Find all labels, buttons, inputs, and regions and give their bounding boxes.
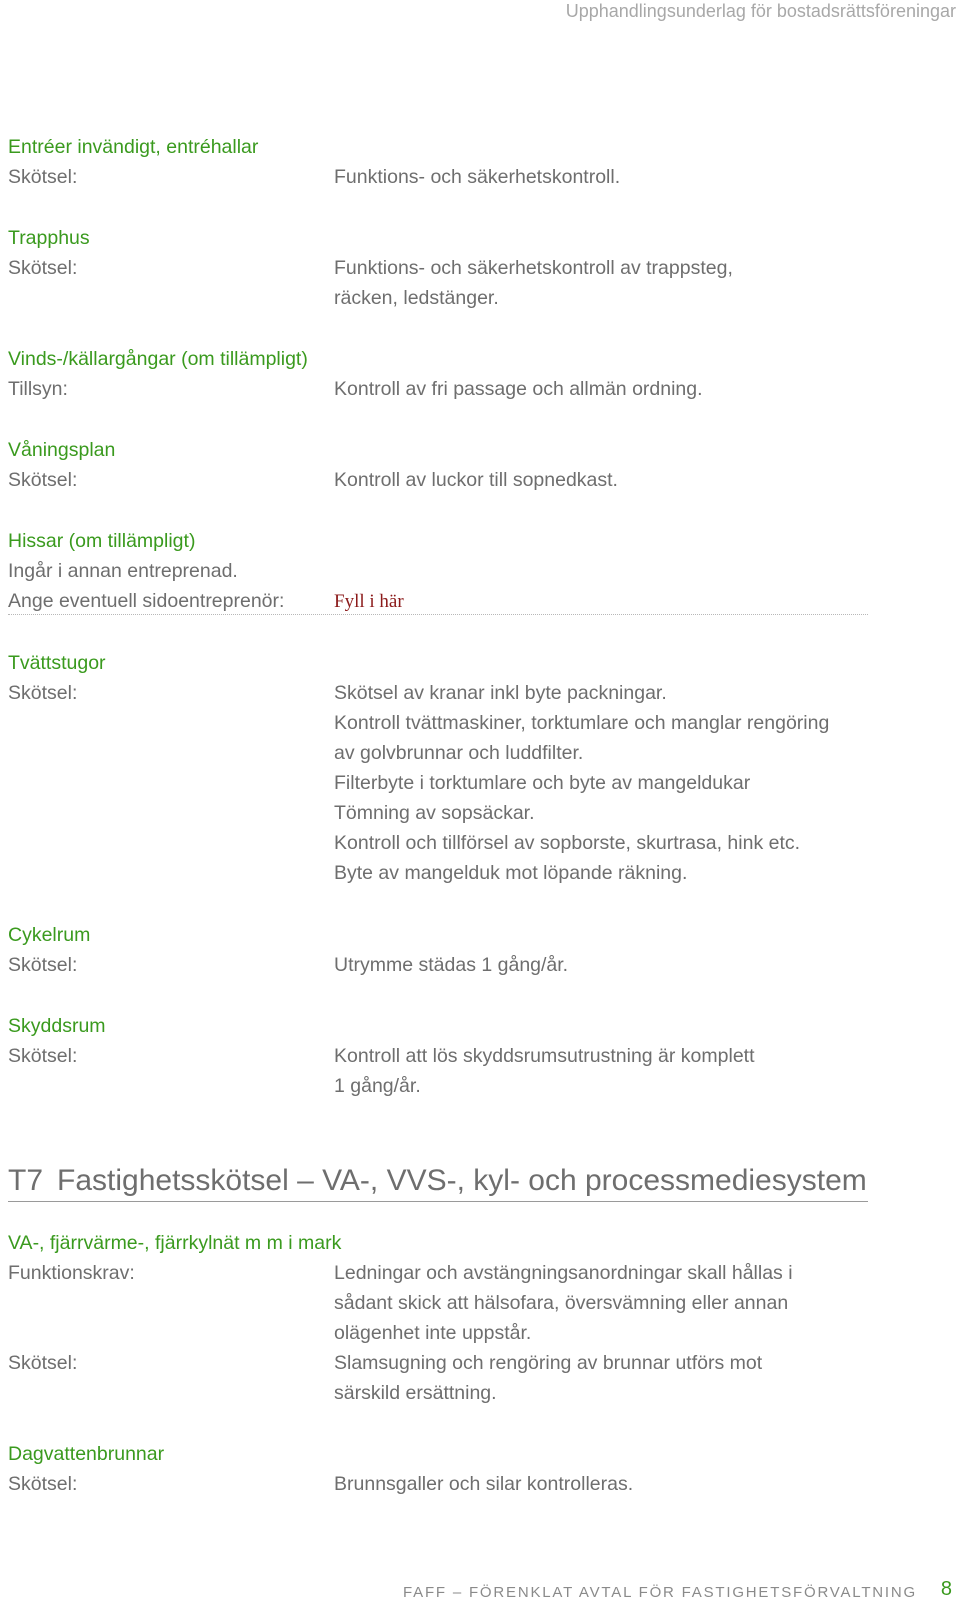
chapter-heading-t7 <box>8 1161 867 1201</box>
page-number: 8 <box>940 1578 952 1600</box>
label-sidoentreprenor: Ange eventuell sidoentreprenör: <box>8 590 285 612</box>
label-skotsel: Skötsel: <box>8 1473 78 1495</box>
running-header: Upphandlingsunderlag för bostadsrättsföreningar <box>565 1 956 21</box>
tvattstugor-line: av golvbrunnar och luddfilter. <box>334 742 584 764</box>
label-skotsel: Skötsel: <box>8 166 78 188</box>
section-heading-trapphus: Trapphus <box>8 227 90 249</box>
va-skotsel-line: särskild ersättning. <box>334 1382 497 1404</box>
section-heading-skyddsrum: Skyddsrum <box>8 1015 106 1037</box>
section-heading-dagvatten: Dagvattenbrunnar <box>8 1443 165 1465</box>
section-heading-hissar: Hissar (om tillämpligt) <box>8 530 196 552</box>
label-skotsel: Skötsel: <box>8 257 78 279</box>
vaningsplan-text: Kontroll av luckor till sopnedkast. <box>334 469 618 491</box>
chapter-title: Fastighetsskötsel – VA-, VVS-, kyl- och processmediesystem <box>57 1164 867 1197</box>
section-heading-vaningsplan: Våningsplan <box>8 439 116 461</box>
sidoentreprenor-field[interactable]: Fyll i här <box>334 591 404 612</box>
section-heading-vinds: Vinds-/källargångar (om tillämpligt) <box>8 348 308 370</box>
tvattstugor-line: Tömning av sopsäckar. <box>334 802 535 824</box>
vinds-text: Kontroll av fri passage och allmän ordning. <box>334 378 703 400</box>
label-tillsyn: Tillsyn: <box>8 378 68 400</box>
label-skotsel: Skötsel: <box>8 1045 78 1067</box>
cykelrum-text: Utrymme städas 1 gång/år. <box>334 954 569 976</box>
label-skotsel: Skötsel: <box>8 682 78 704</box>
chapter-number: T7 <box>8 1164 44 1197</box>
tvattstugor-line: Filterbyte i torktumlare och byte av mangeldukar <box>334 772 751 794</box>
tvattstugor-line: Byte av mangelduk mot löpande räkning. <box>334 862 688 884</box>
heading-rule <box>8 1201 868 1202</box>
funktionskrav-line: sådant skick att hälsofara, översvämning eller annan <box>334 1292 789 1314</box>
va-skotsel-line: Slamsugning och rengöring av brunnar utförs mot <box>334 1352 763 1374</box>
label-funktionskrav: Funktionskrav: <box>8 1262 135 1284</box>
section-heading-tvattstugor: Tvättstugor <box>8 652 106 674</box>
tvattstugor-line: Skötsel av kranar inkl byte packningar. <box>334 682 667 704</box>
funktionskrav-line: olägenhet inte uppstår. <box>334 1322 532 1344</box>
tvattstugor-line: Kontroll tvättmaskiner, torktumlare och manglar rengöring <box>334 712 830 734</box>
footer-title: FAFF – FÖRENKLAT AVTAL FÖR FASTIGHETSFÖRVALTNING <box>403 1584 917 1601</box>
skyddsrum-line: Kontroll att lös skyddsrumsutrustning är komplett <box>334 1045 755 1067</box>
tvattstugor-line: Kontroll och tillförsel av sopborste, skurtrasa, hink etc. <box>334 832 801 854</box>
dagvatten-text: Brunnsgaller och silar kontrolleras. <box>334 1473 634 1495</box>
trapphus-line: Funktions- och säkerhetskontroll av trappsteg, <box>334 257 733 279</box>
section-heading-entreer: Entréer invändigt, entréhallar <box>8 136 259 158</box>
skyddsrum-line: 1 gång/år. <box>334 1075 421 1097</box>
entreer-text: Funktions- och säkerhetskontroll. <box>334 166 621 188</box>
field-underline <box>8 614 868 615</box>
section-heading-cykelrum: Cykelrum <box>8 924 91 946</box>
section-heading-va: VA-, fjärrvärme-, fjärrkylnät m m i mark <box>8 1232 342 1254</box>
label-skotsel: Skötsel: <box>8 469 78 491</box>
funktionskrav-line: Ledningar och avstängningsanordningar skall hållas i <box>334 1262 793 1284</box>
trapphus-line: räcken, ledstänger. <box>334 287 499 309</box>
hissar-note: Ingår i annan entreprenad. <box>8 560 238 582</box>
label-skotsel: Skötsel: <box>8 1352 78 1374</box>
label-skotsel: Skötsel: <box>8 954 78 976</box>
